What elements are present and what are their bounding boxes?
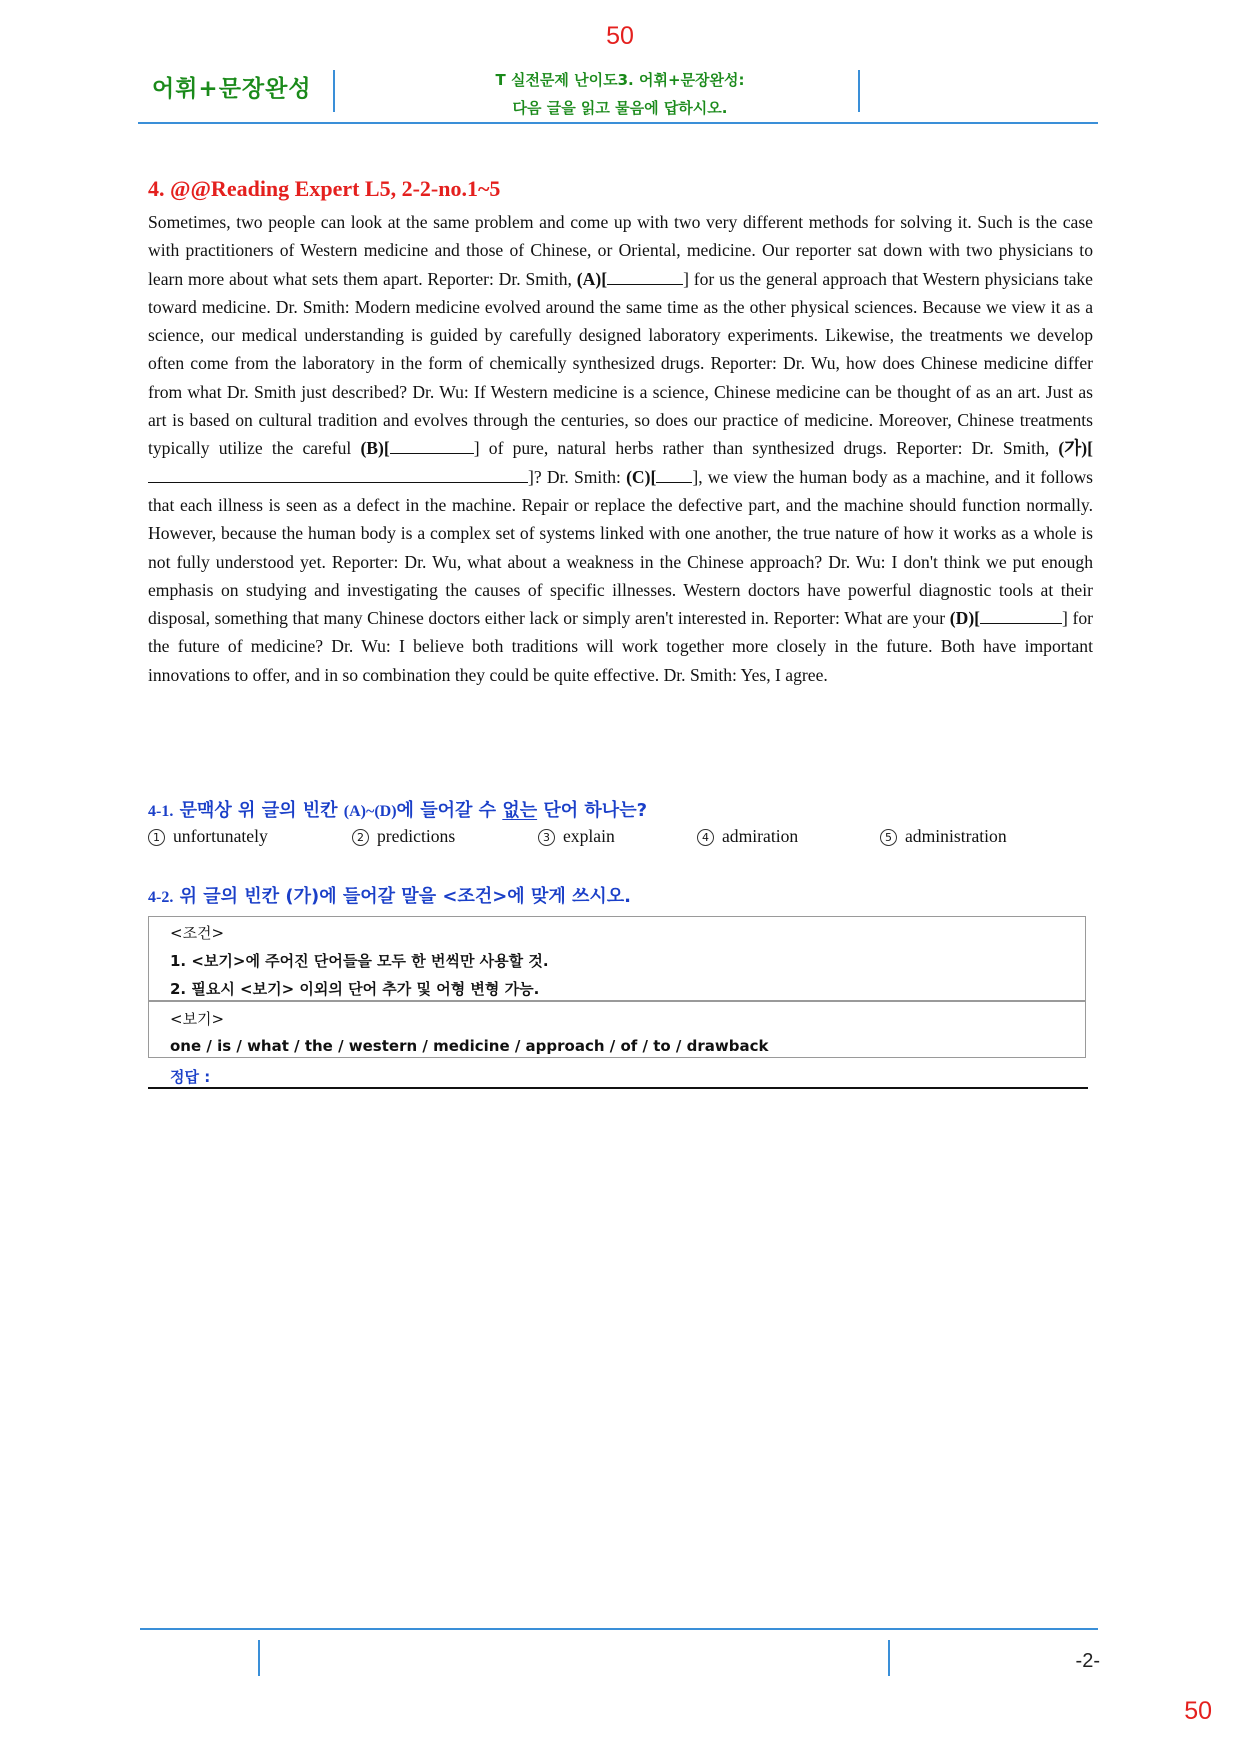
blank-a <box>607 268 683 285</box>
word-box-words: one / is / what / the / western / medicine / approach / of / to / drawback <box>170 1037 769 1055</box>
blank-ga-marker: (가)[ <box>1058 438 1093 459</box>
reading-passage <box>148 208 1093 689</box>
word-box-header: <보기> <box>170 1010 225 1028</box>
condition-1: 1. <보기>에 주어진 단어들을 모두 한 번씩만 사용할 것. <box>170 952 549 970</box>
section-title: 어휘+문장완성 <box>152 76 312 102</box>
emphasized-word: 없는 <box>502 800 538 821</box>
subquestion-number: 4-2. <box>148 889 174 906</box>
blank-range: (A)~(D) <box>343 803 397 820</box>
blank-a-marker: (A)[ <box>576 268 608 289</box>
blank-d <box>980 607 1062 624</box>
bottom-page-number: 50 <box>1184 1697 1212 1725</box>
header-divider-left <box>333 70 335 112</box>
blank-c-marker: (C)[ <box>626 466 657 487</box>
option-text: explain <box>563 826 615 846</box>
footer-rule <box>140 1628 1098 1630</box>
circled-number-icon: 1 <box>148 829 165 846</box>
circled-number-icon: 2 <box>352 829 369 846</box>
question-title: 4. @@Reading Expert L5, 2-2-no.1~5 <box>148 176 501 201</box>
option-text: admiration <box>722 826 799 846</box>
header-rule <box>138 122 1098 124</box>
blank-c <box>656 466 692 483</box>
conditions-header: <조건> <box>170 924 225 942</box>
conditions-divider <box>148 1000 1086 1002</box>
header-subtitle-line1: T 실전문제 난이도3. 어휘+문장완성: <box>495 71 745 89</box>
subquestion-text: 에 들어갈 수 <box>396 800 497 821</box>
top-page-number: 50 <box>606 22 634 50</box>
option-text: administration <box>905 826 1007 846</box>
footer-page-number: -2- <box>1075 1650 1100 1672</box>
subquestion-4-2 <box>148 882 631 908</box>
blank-b-marker: (B)[ <box>360 438 390 459</box>
blank-b <box>390 437 474 454</box>
option-text: unfortunately <box>173 826 268 846</box>
subquestion-text: 위 글의 빈칸 <box>179 886 280 907</box>
passage-text: ], we view the human body as a machine, and it follows that each illness is seen as a defect in the machine. Repair or replace the defective part, and the machine should function normally. However, because the human body is a complex set of systems linked with one another, the true nature of how it works as a whole is not fully understood yet. Reporter: Dr. Wu, what about a weakness in the Chinese approach? Dr. Wu: I don't think we put enough emphasis on studying and investigating the causes of specific illnesses. Western doctors have powerful diagnostic tools at their disposal, something that many Chinese doctors either lack or simply aren't interested in. Reporter: What are your <box>148 466 1093 629</box>
subquestion-text: 에 들어갈 말을 <조건>에 맞게 쓰시오. <box>319 886 631 907</box>
option-3[interactable] <box>538 826 615 847</box>
blank-ga <box>148 466 528 483</box>
subquestion-text: 단어 하나는? <box>543 800 648 821</box>
answer-line[interactable] <box>148 1087 1088 1089</box>
blank-ga-reference: (가) <box>285 886 320 907</box>
circled-number-icon: 3 <box>538 829 555 846</box>
subquestion-number: 4-1. <box>148 803 174 820</box>
option-2[interactable] <box>352 826 455 847</box>
subquestion-4-1 <box>148 796 647 822</box>
blank-d-marker: (D)[ <box>949 608 981 629</box>
passage-text: ]? Dr. Smith: <box>528 466 621 487</box>
header-subtitle <box>400 66 840 122</box>
passage-text: ] for the future of medicine? Dr. Wu: I believe both traditions will work together more closely in the future. Both have important innovations to offer, and in so combination they could be quite effective. Dr. Smith: Yes, I agree. <box>148 608 1093 685</box>
passage-text: Sometimes, two people can look at the same problem and come up with two very different methods for solving it. Such is the case with practitioners of Western medicine and those of Chinese, or Oriental, medicine. Our reporter sat down with two physicians to learn more about what sets them apart. Reporter: Dr. Smith, <box>148 212 1093 289</box>
subquestion-text: 문맥상 위 글의 빈칸 <box>179 800 338 821</box>
option-4[interactable] <box>697 826 798 847</box>
circled-number-icon: 4 <box>697 829 714 846</box>
header-subtitle-line2: 다음 글을 읽고 물음에 답하시오. <box>512 99 728 117</box>
footer-divider-right <box>888 1640 890 1676</box>
condition-2: 2. 필요시 <보기> 이외의 단어 추가 및 어형 변형 가능. <box>170 980 540 998</box>
passage-text: ] for us the general approach that Western physicians take toward medicine. Dr. Smith: Modern medicine evolved around the same time as the other physical sciences. Because we view it as a science, our medical understanding is guided by carefully designed laboratory experiments. Likewise, the treatments we develop often come from the laboratory in the form of chemically synthesized drugs. Reporter: Dr. Wu, how does Chinese medicine differ from what Dr. Smith just described? Dr. Wu: If Western medicine is a science, Chinese medicine can be thought of as an art. Just as art is based on cultural tradition and evolves through the centuries, so does our practice of medicine. Moreover, Chinese treatments typically utilize the careful <box>148 268 1093 459</box>
option-1[interactable] <box>148 826 268 847</box>
footer-divider-left <box>258 1640 260 1676</box>
header-divider-right <box>858 70 860 112</box>
option-text: predictions <box>377 826 456 846</box>
circled-number-icon: 5 <box>880 829 897 846</box>
passage-text: ] of pure, natural herbs rather than synthesized drugs. Reporter: Dr. Smith, <box>473 438 1050 459</box>
option-5[interactable] <box>880 826 1007 847</box>
answer-label: 정답 : <box>170 1068 211 1086</box>
